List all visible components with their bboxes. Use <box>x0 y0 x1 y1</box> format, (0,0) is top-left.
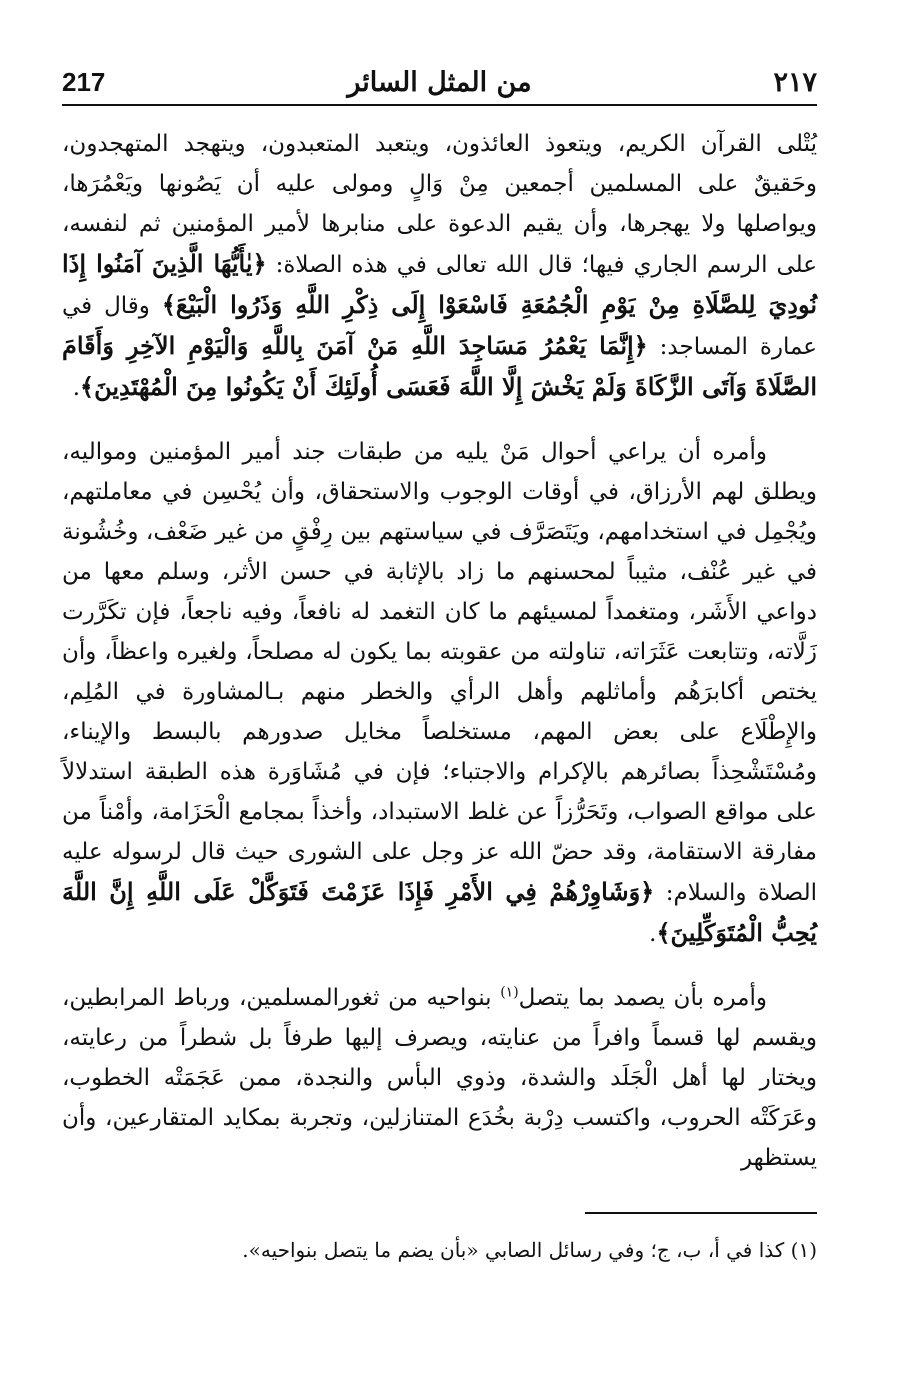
quran-verse-friday: ﴿يٰأَيُّهَا الَّذِينَ آمَنُوا إِذَا نُودِيَ لِلصَّلَاةِ مِنْ يَوْمِ الْجُمُعَةِ فَاسْعَوْا إِلَى ذِكْرِ اللَّهِ وَذَرُوا الْبَيْعَ﴾ <box>62 249 818 319</box>
page-number-arabic: ٢١٧ <box>773 66 817 98</box>
quran-verse-consultation: ﴿وَشَاوِرْهُمْ فِي الأَمْرِ فَإِذَا عَزَمْتَ فَتَوَكَّلْ عَلَى اللَّهِ إِنَّ اللَّهَ يُحِبُّ الْمُتَوَكِّلِينَ﴾ <box>62 877 817 947</box>
paragraph-1-text-2: وقال في عمارة المساجد: <box>62 293 818 360</box>
paragraph-2-text-2: . <box>649 921 657 947</box>
paragraph-1 <box>62 124 817 408</box>
footnote-divider <box>585 1212 817 1214</box>
page-number-latin: 217 <box>62 66 106 97</box>
main-text <box>62 124 817 1202</box>
footnote: (١) كذا في أ، ب، ج؛ وفي رسائل الصابي «بأن يضم ما يتصل بنواحيه». <box>242 1238 817 1262</box>
paragraph-2 <box>62 432 817 954</box>
paragraph-3-text-1: وأمره بأن يصمد بما يتصل <box>518 985 768 1011</box>
page-header <box>62 60 817 106</box>
running-title: من المثل السائر <box>347 66 532 98</box>
paragraph-3-text-2: بنواحيه من ثغورالمسلمين، ورباط المرابطين، ويقسم لها قسماً وافراً من عنايته، ويصرف إليها طرفاً بل شطراً من رعايته، ويختار لها أهل الْجَلَد والشدة، وذوي البأس والنجدة، ممن عَجَمَتْه الخطوب، وعَرَكَتْه الحروب، واكتسب دِرْبة بخُدَع المتنازلين، وتجربة بمكايد المتقارعين، وأن يستظهر <box>62 985 817 1171</box>
paragraph-1-text-3: . <box>72 375 80 401</box>
footnote-reference[interactable]: (١) <box>500 984 519 1001</box>
paragraph-3 <box>62 978 817 1178</box>
quran-verse-mosques: ﴿إِنَّمَا يَعْمُرُ مَسَاجِدَ اللَّهِ مَنْ آمَنَ بِاللَّهِ وَالْيَوْمِ الآخِرِ وَأَقَامَ الصَّلَاةَ وَآتَى الزَّكَاةَ وَلَمْ يَخْشَ إِلَّا اللَّهَ فَعَسَى أُولَئِكَ أَنْ يَكُونُوا مِنَ الْمُهْتَدِينَ﴾ <box>62 331 817 401</box>
paragraph-1-text-1: يُتْلى القرآن الكريم، ويتعوذ العائذون، ويتعبد المتعبدون، ويتهجد المتهجدون، وحَقيقٌ على المسلمين أجمعين مِنْ وَالٍ ومولى عليه أن يَصُونها ويَعْمُرَها، ويواصلها ولا يهجرها، وأن يقيم الدعوة على منابرها لأمير المؤمنين ثم لنفسه، على الرسم الجاري فيها؛ قال الله تعالى في هذه الصلاة: <box>62 131 818 278</box>
paragraph-2-text-1: وأمره أن يراعي أحوال مَنْ يليه من طبقات جند أمير المؤمنين ومواليه، ويطلق لهم الأرزاق، في أوقات الوجوب والاستحقاق، وأن يُحْسِن في معاملتهم، ويُجْمِل في استخدامهم، ويَتَصَرَّف في سياستهم بين رِفْقٍ من غير ضَعْف، وخُشُونة في غير عُنْف، مثيباً لمحسنهم ما زاد بالإثابة في حسن الأثر، وسلم معها من دواعي الأَشَر، ومتغمداً لمسيئهم ما كان التغمد له نافعاً، وفيه ناجعاً، فإن تكَرَّرت زَلَّاته، وتتابعت عَثَرَاته، تناولته من عقوبته بما يكون له مصلحاً، ولغيره واعظاً، وأن يختص أكابرَهُم وأماثلهم وأهل الرأي والخطر منهم بـالمشاورة في المُلِم، والإِطْلَاع على بعض المهم، مستخلصاً مخايل صدورهم بالبسط والإيناء، ومُسْتَشْحِذاً بصائرهم بالإكرام والاجتباء؛ فإن في مُشَاوَرة هذه الطبقة استدلالاً على مواقع الصواب، وتَحَرُّزاً عن غلط الاستبداد، وأخذاً بمجامع الْحَزَامة، وأمْناً من مفارقة الاستقامة، وقد حضّ الله عز وجل على الشورى حيث قال لرسوله عليه الصلاة والسلام: <box>62 439 818 906</box>
